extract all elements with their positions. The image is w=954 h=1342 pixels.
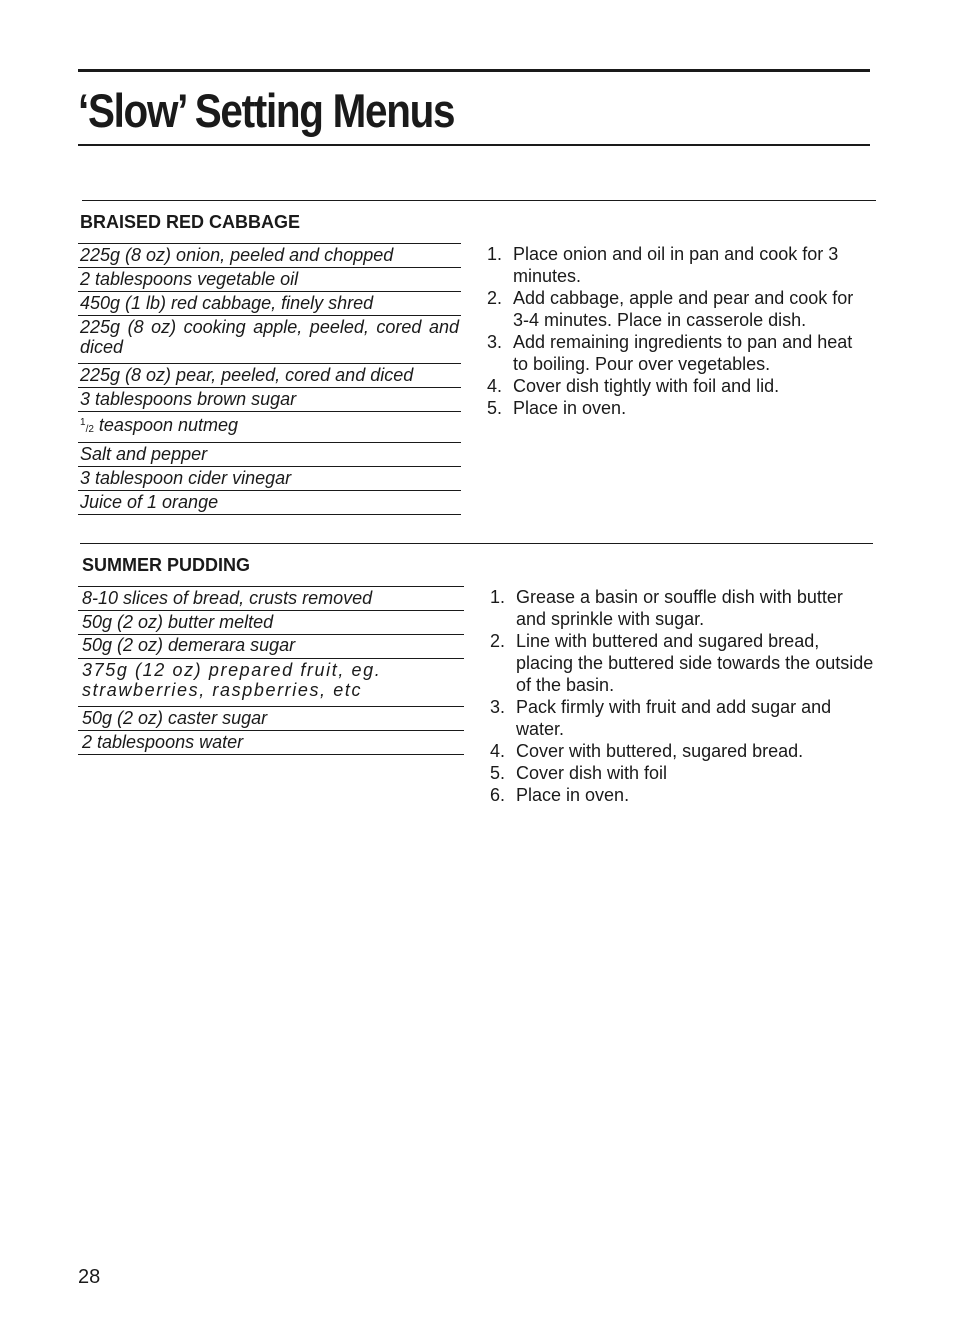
ingredient-item: 3 tablespoon cider vinegar [78,467,461,491]
recipe-title: BRAISED RED CABBAGE [80,212,301,232]
step-number: 2. [487,288,503,308]
method-step [490,630,875,696]
step-text: Place onion and oil in pan and cook for 3 minutes. [513,244,839,286]
step-number: 6. [490,785,506,805]
method-step [490,762,875,784]
step-number: 3. [490,697,506,717]
step-text: Cover dish tightly with foil and lid. [513,376,780,396]
ingredient-item: 3 tablespoons brown sugar [78,388,461,412]
ingredient-item: 225g (8 oz) cooking apple, peeled, cored and diced [78,316,461,364]
step-text: Pack firmly with fruit and add sugar and water. [516,697,832,739]
recipe-divider [80,543,873,544]
ingredient-list [78,243,461,515]
page-number: 28 [78,1266,101,1288]
ingredient-item: 2 tablespoons water [78,731,464,755]
ingredient-item: Juice of 1 orange [78,491,461,515]
step-number: 2. [490,631,506,651]
ingredient-item: 375g (12 oz) prepared fruit, eg. strawberries, raspberries, etc [78,659,464,707]
step-text: Grease a basin or souffle dish with butter and sprinkle with sugar. [516,587,843,629]
ingredient-item: 50g (2 oz) demerara sugar [78,635,464,659]
method-step [490,740,875,762]
title-bottom-rule [78,144,870,146]
method-step [487,375,872,397]
step-number: 1. [487,244,503,264]
ingredient-item: 225g (8 oz) onion, peeled and chopped [78,244,461,268]
fraction-slash: / [85,424,89,435]
method-step [490,696,875,740]
step-number: 4. [490,741,506,761]
step-text: Cover with buttered, sugared bread. [516,741,804,761]
method-step [487,287,872,331]
fraction-numerator: 1 [80,417,86,428]
ingredient-item [78,412,461,443]
step-text: Add remaining ingredients to pan and heat to boiling. Pour over vegetables. [513,332,853,374]
ingredient-item: 50g (2 oz) caster sugar [78,707,464,731]
step-text: Line with buttered and sugared bread, placing the buttered side towards the outside of the basin. [516,631,874,695]
method-list [487,243,872,419]
ingredient-item: 2 tablespoons vegetable oil [78,268,461,292]
fraction-denominator: 2 [88,424,94,435]
recipe-title: SUMMER PUDDING [82,555,251,575]
method-step [487,243,872,287]
step-number: 3. [487,332,503,352]
method-step [490,784,875,806]
step-text: Place in oven. [516,785,630,805]
step-text: Cover dish with foil [516,763,668,783]
step-text: Place in oven. [513,398,627,418]
title-top-rule [78,69,870,72]
ingredient-item: 50g (2 oz) butter melted [78,611,464,635]
ingredient-item: 8-10 slices of bread, crusts removed [78,587,464,611]
step-number: 1. [490,587,506,607]
ingredient-list [78,586,464,755]
ingredient-item: Salt and pepper [78,443,461,467]
step-number: 5. [490,763,506,783]
ingredient-text: teaspoon nutmeg [98,415,239,435]
step-number: 5. [487,398,503,418]
step-number: 4. [487,376,503,396]
page-title: ‘Slow’ Setting Menus [78,84,455,137]
ingredient-item: 225g (8 oz) pear, peeled, cored and diced [78,364,461,388]
method-step [487,397,872,419]
method-list [490,586,875,806]
method-step [487,331,872,375]
recipe-divider [82,200,876,201]
method-step [490,586,875,630]
ingredient-item: 450g (1 lb) red cabbage, finely shred [78,292,461,316]
step-text: Add cabbage, apple and pear and cook for 3-4 minutes. Place in casserole dish. [513,288,854,330]
